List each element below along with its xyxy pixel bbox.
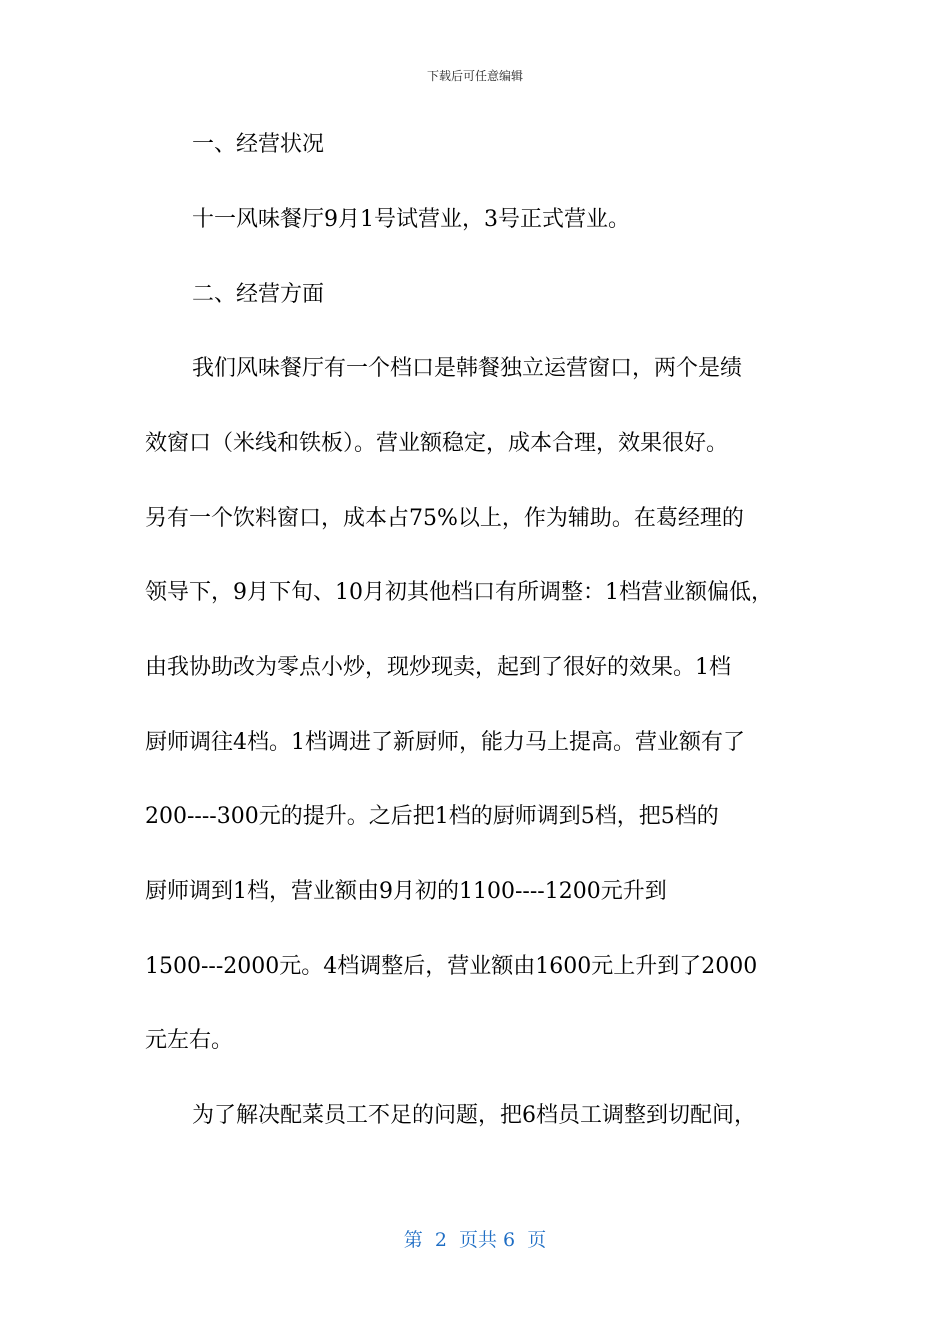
paragraph-line: 我们风味餐厅有一个档口是韩餐独立运营窗口，两个是绩 — [192, 356, 743, 381]
page-number-footer: 第 2 页共 6 页 — [403, 1229, 547, 1251]
paragraph-line: 领导下，9月下旬、10月初其他档口有所调整：1档营业额偏低， — [145, 580, 773, 605]
paragraph-line: 为了解决配菜员工不足的问题，把6档员工调整到切配间， — [192, 1103, 756, 1128]
paragraph-line: 元左右。 — [145, 1028, 234, 1053]
paragraph-line: 另有一个饮料窗口，成本占75%以上，作为辅助。在葛经理的 — [145, 506, 744, 531]
paragraph-line: 1500---2000元。4档调整后，营业额由1600元上升到了2000 — [145, 954, 758, 979]
paragraph-line: 效窗口（米线和铁板）。营业额稳定，成本合理，效果很好。 — [145, 431, 729, 456]
paragraph-line: 200----300元的提升。之后把1档的厨师调到5档，把5档的 — [145, 804, 719, 829]
paragraph-line: 厨师调往4档。1档调进了新厨师，能力马上提高。营业额有了 — [145, 730, 745, 755]
section-heading-1: 一、经营状况 — [192, 132, 325, 157]
section-heading-2: 二、经营方面 — [192, 282, 325, 307]
page-header: 下载后可任意编辑 — [426, 69, 523, 83]
paragraph-line: 由我协助改为零点小炒，现炒现卖，起到了很好的效果。1档 — [145, 655, 731, 680]
paragraph-line: 十一风味餐厅9月1号试营业，3号正式营业。 — [192, 207, 630, 232]
paragraph-line: 厨师调到1档，营业额由9月初的1100----1200元升到 — [145, 879, 667, 904]
